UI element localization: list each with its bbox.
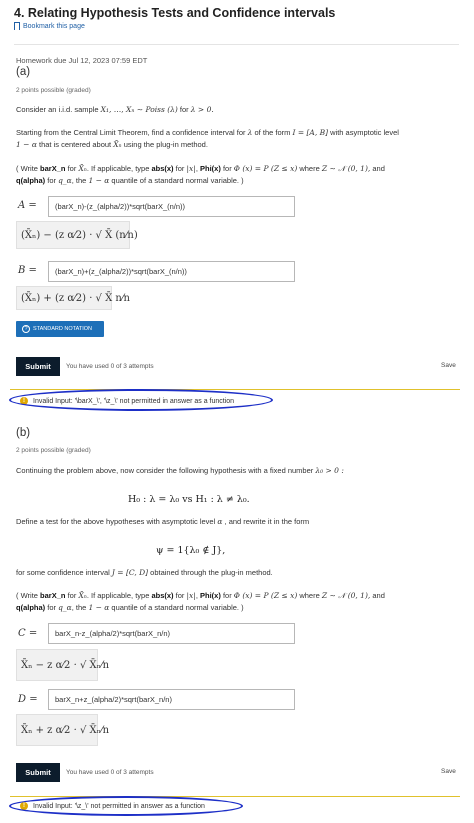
D-label: D = (18, 694, 38, 705)
annotation-circle-a (9, 389, 273, 411)
question-icon: ? (22, 325, 30, 333)
bookmark-link[interactable] (14, 22, 85, 30)
part-b-intro: Continuing the problem above, now consider the following hypothesis with a fixed number λ₀ > 0 : (16, 466, 344, 475)
D-input[interactable]: barX_n+z_(alpha/2)*sqrt(barX_n/n) (48, 689, 295, 710)
part-b-label: (b) (16, 427, 31, 439)
annotation-circle-b (9, 796, 243, 816)
attempts-b: You have used 0 of 3 attempts (66, 769, 154, 776)
C-preview: X̄ₙ − z α⁄2 · √ X̄ₙ⁄n (16, 649, 98, 681)
part-b-points: 2 points possible (graded) (16, 447, 91, 454)
bookmark-icon (14, 22, 20, 30)
page-title: 4. Relating Hypothesis Tests and Confidence intervals (14, 6, 336, 20)
part-a-intro: Consider an i.i.d. sample X₁, …, Xₙ ∼ Poiss (λ) for λ > 0. (16, 105, 214, 114)
divider (14, 44, 459, 45)
hypothesis-statement: H₀ : λ = λ₀ vs H₁ : λ ≠ λ₀. (128, 494, 250, 505)
warning-icon: ! (20, 397, 28, 405)
warning-icon: ! (20, 802, 28, 810)
C-label: C = (18, 628, 38, 639)
submit-button-a[interactable]: Submit (16, 357, 60, 376)
error-text-a: Invalid Input: '\barX_\', '\z_\' not permitted in answer as a function (33, 397, 235, 405)
A-preview: (X̄ₙ) − (z α⁄2) · √ X̄ (n⁄n) (16, 221, 130, 249)
A-label: A = (18, 200, 37, 211)
attempts-a: You have used 0 of 3 attempts (66, 363, 154, 370)
C-input[interactable]: barX_n-z_(alpha/2)*sqrt(barX_n/n) (48, 623, 295, 644)
part-a-hint: ( Write barX_n for X̄ₙ. If applicable, type abs(x) for |x|, Phi(x) for Φ (x) = P (Z ≤ x) where Z ∼ 𝒩 (0, 1), and q(alpha) for q_α, the 1 − α quantile of a standard normal variable. ) (16, 164, 385, 185)
D-preview: X̄ₙ + z α⁄2 · √ X̄ₙ⁄n (16, 714, 98, 746)
part-a-label: (a) (16, 66, 31, 78)
B-input[interactable]: (barX_n)+(z_(alpha/2))*sqrt(barX_(n/n)) (48, 261, 295, 282)
part-b-ci: for some confidence interval J = [C, D] obtained through the plug-in method. (16, 568, 273, 577)
psi-statement: ψ = 1{λ₀ ∉ J}, (156, 545, 226, 556)
part-a-points: 2 points possible (graded) (16, 87, 91, 94)
standard-notation-button[interactable] (16, 321, 104, 337)
part-b-define: Define a test for the above hypotheses with asymptotic level α , and rewrite it in the form (16, 517, 310, 526)
A-input[interactable]: (barX_n)-(z_(alpha/2))*sqrt(barX_(n/n)) (48, 196, 295, 217)
standard-notation-label: STANDARD NOTATION (33, 326, 92, 332)
submit-button-b[interactable]: Submit (16, 763, 60, 782)
part-b-hint: ( Write barX_n for X̄ₙ. If applicable, type abs(x) for |x|, Phi(x) for Φ (x) = P (Z ≤ x) where Z ∼ 𝒩 (0, 1), and q(alpha) for q_α, the 1 − α quantile of a standard normal variable. ) (16, 591, 385, 612)
due-date: Homework due Jul 12, 2023 07:59 EDT (16, 56, 148, 65)
error-text-b: Invalid Input: '\z_\' not permitted in answer as a function (33, 802, 205, 810)
B-preview: (X̄ₙ) + (z α⁄2) · √ X̄ n⁄n (16, 286, 112, 310)
B-label: B = (18, 265, 37, 276)
save-button-a[interactable]: Save (441, 362, 456, 369)
part-a-ci-description: Starting from the Central Limit Theorem, find a confidence interval for λ of the form I = [A, B] with asymptotic level 1 − α that is centered about X̄ₙ using the plug-in method. (16, 128, 399, 149)
bookmark-label: Bookmark this page (23, 22, 85, 30)
save-button-b[interactable]: Save (441, 768, 456, 775)
